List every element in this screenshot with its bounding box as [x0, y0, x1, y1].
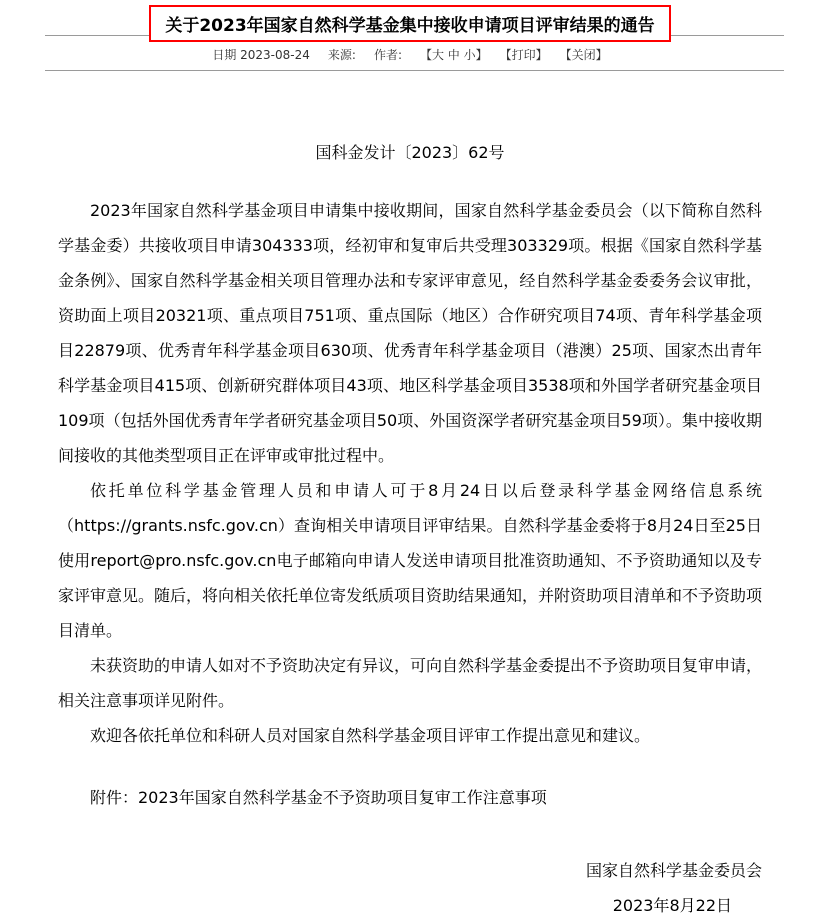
meta-author: 作者:: [373, 48, 402, 62]
doc-number: 国科金发计〔2023〕62号: [315, 143, 505, 162]
attachment-line: 附件：2023年国家自然科学基金不予资助项目复审工作注意事项: [90, 788, 547, 807]
signature: 国家自然科学基金委员会: [585, 861, 762, 880]
print-button[interactable]: 【打印】: [505, 48, 548, 62]
paragraph-1: 2023年国家自然科学基金项目申请集中接收期间，国家自然科学基金委员会（以下简称自然科学基金委）共接收项目申请304333项，经初审和复审后共受理303329项。根据《国家自然科学基金条例》、国家自然科学基金相关项目管理办法和专家评审意见，经自然科学基金委委务会议审批，资助面上项目20321项、重点项目751项、重点国际（地区）合作研究项目74项、青年科学基金项目22879项、优秀青年科学基金项目630项、优秀青年科学基金项目（港澳）25项、国家杰出青年科学基金项目415项、创新研究群体项目43项、地区科学基金项目3538项和外国学者研究基金项目109项（包括外国优秀青年学者研究基金项目50项、外国资深学者研究基金项目59项）。集中接收期间接收的其他类型项目正在评审或审批过程中。: [58, 201, 762, 465]
meta-bar: [0, 47, 820, 64]
document-body: [0, 135, 820, 923]
page-title: 关于2023年国家自然科学基金集中接收申请项目评审结果的通告: [165, 16, 655, 36]
meta-date: 日期 2023-08-24: [212, 48, 310, 62]
signature-date: 2023年8月22日: [612, 896, 732, 915]
font-size-control[interactable]: 【大 中 小】: [419, 48, 488, 62]
meta-source: 来源:: [327, 48, 356, 62]
paragraph-2: 依托单位科学基金管理人员和申请人可于8月24日以后登录科学基金网络信息系统（https://grants.nsfc.gov.cn）查询相关申请项目评审结果。自然科学基金委将于8月24日至25日使用report@pro.nsfc.gov.cn电子邮箱向申请人发送申请项目批准资助通知、不予资助通知以及专家评审意见。随后，将向相关依托单位寄发纸质项目资助结果通知，并附资助项目清单和不予资助项目清单。: [58, 481, 763, 640]
divider-bottom: [45, 70, 784, 71]
title-box: [149, 5, 670, 42]
paragraph-3: 未获资助的申请人如对不予资助决定有异议，可向自然科学基金委提出不予资助项目复审申请，相关注意事项详见附件。: [58, 656, 763, 710]
close-button[interactable]: 【关闭】: [565, 48, 608, 62]
paragraph-4: 欢迎各依托单位和科研人员对国家自然科学基金项目评审工作提出意见和建议。: [90, 726, 651, 745]
header: [0, 0, 820, 71]
